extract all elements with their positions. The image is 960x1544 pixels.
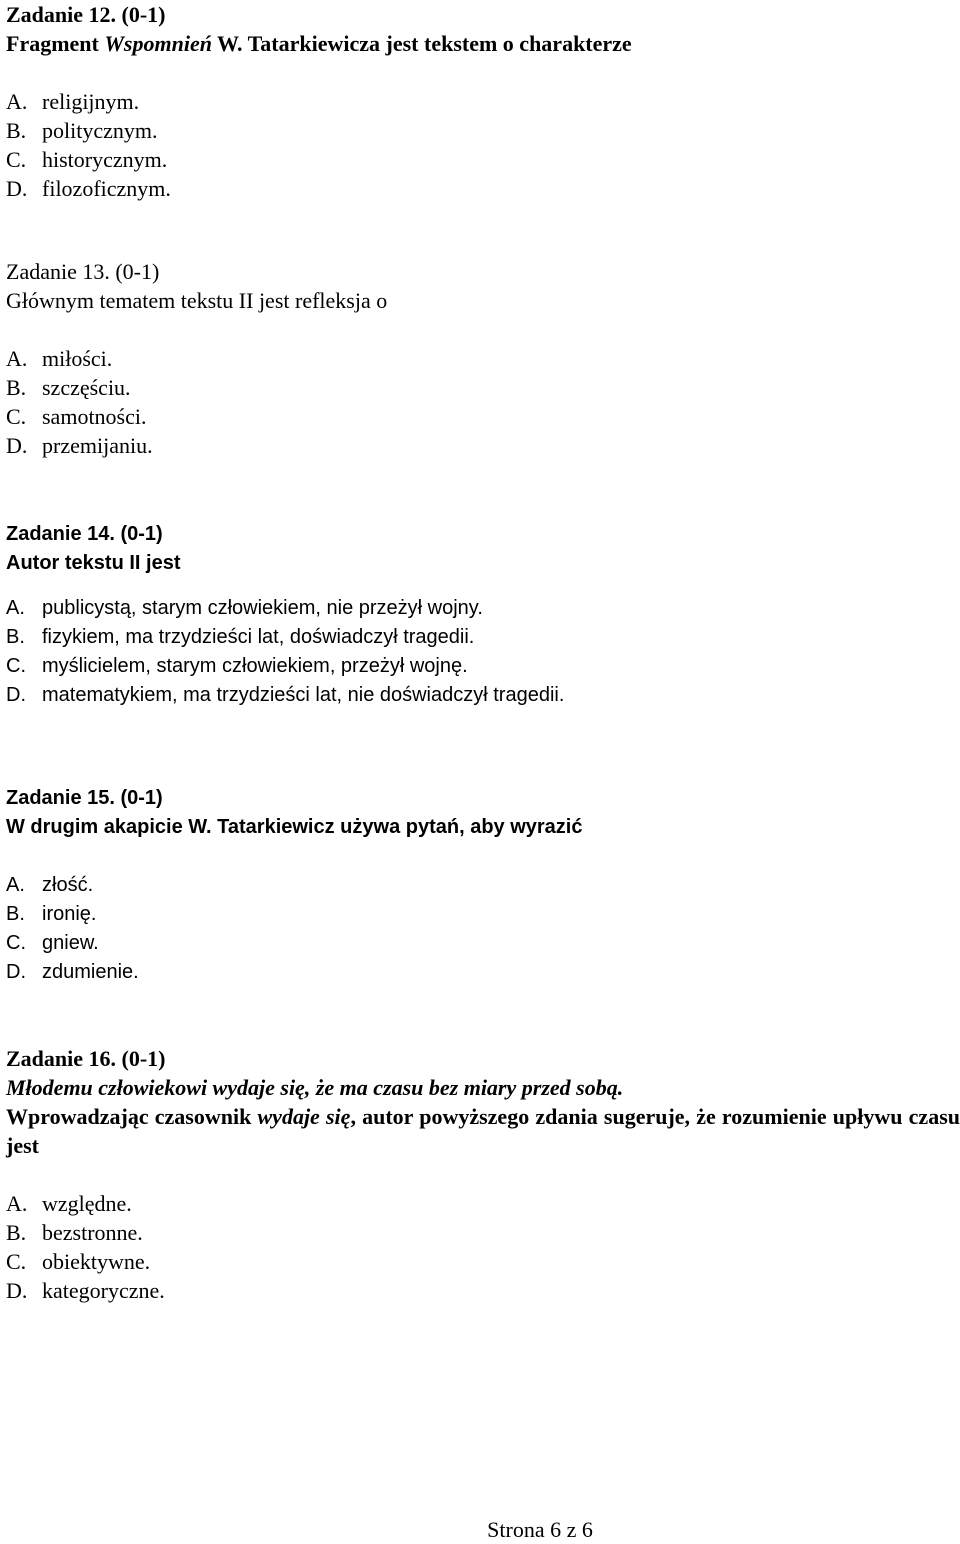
answer-text: miłości.: [42, 346, 113, 371]
answer-letter: C.: [6, 655, 26, 677]
answer-option: [6, 900, 960, 929]
answer-letter: C.: [6, 1249, 27, 1274]
task-12: [6, 0, 960, 203]
task-12-question: [6, 29, 960, 58]
answer-option: [6, 116, 960, 145]
task-16-title: Zadanie 16. (0-1): [6, 1046, 166, 1071]
answer-text: publicystą, starym człowiekiem, nie przeżył wojny.: [42, 597, 483, 619]
answer-letter: A.: [6, 346, 28, 371]
answer-option: [6, 594, 960, 623]
answer-text: samotności.: [42, 404, 147, 429]
answer-option: [6, 87, 960, 116]
answer-letter: C.: [6, 147, 27, 172]
page-number: Strona 6 z 6: [487, 1517, 593, 1542]
answer-option: [6, 1218, 960, 1247]
task-16-question-post: , autor powyższego zdania sugeruje, że rozumienie upływu czasu jest: [6, 1104, 960, 1158]
answer-text: filozoficznym.: [42, 176, 171, 201]
task-13-title: Zadanie 13. (0-1): [6, 259, 160, 284]
answer-letter: D.: [6, 961, 26, 983]
answer-option: [6, 431, 960, 460]
answer-letter: A.: [6, 597, 25, 619]
answer-letter: B.: [6, 903, 25, 925]
task-15: [6, 784, 960, 987]
answer-text: złość.: [42, 874, 94, 896]
answer-text: przemijaniu.: [42, 433, 153, 458]
answer-option: [6, 174, 960, 203]
answer-text: kategoryczne.: [42, 1278, 165, 1303]
answer-option: [6, 373, 960, 402]
answer-text: ironię.: [42, 903, 97, 925]
task-12-answers: [6, 87, 960, 203]
task-16: [6, 1044, 960, 1305]
task-16-question-italic: wydaje się: [257, 1104, 351, 1129]
answer-letter: B.: [6, 626, 25, 648]
answer-text: bezstronne.: [42, 1220, 143, 1245]
task-13-question: Głównym tematem tekstu II jest refleksja o: [6, 288, 388, 313]
answer-option: [6, 344, 960, 373]
answer-text: gniew.: [42, 932, 99, 954]
answer-text: obiektywne.: [42, 1249, 151, 1274]
answer-letter: A.: [6, 1191, 28, 1216]
task-13: [6, 257, 960, 460]
answer-option: [6, 402, 960, 431]
answer-letter: C.: [6, 404, 27, 429]
answer-letter: D.: [6, 176, 28, 201]
task-16-quote: Młodemu człowiekowi wydaje się, że ma czasu bez miary przed sobą.: [6, 1075, 624, 1100]
answer-text: myślicielem, starym człowiekiem, przeżył wojnę.: [42, 655, 468, 677]
task-12-title: Zadanie 12. (0-1): [6, 2, 166, 27]
task-12-question-post: W. Tatarkiewicza jest tekstem o charakterze: [211, 31, 632, 56]
answer-option: [6, 1189, 960, 1218]
task-14-title: Zadanie 14. (0-1): [6, 523, 163, 545]
task-13-answers: [6, 344, 960, 460]
answer-letter: C.: [6, 932, 26, 954]
answer-option: [6, 929, 960, 958]
answer-letter: A.: [6, 89, 28, 114]
task-16-question: [6, 1102, 960, 1160]
answer-option: [6, 652, 960, 681]
answer-text: zdumienie.: [42, 961, 139, 983]
answer-text: szczęściu.: [42, 375, 131, 400]
task-16-question-pre: Wprowadzając czasownik: [6, 1104, 258, 1129]
task-16-answers: [6, 1189, 960, 1305]
answer-option: [6, 1247, 960, 1276]
answer-option: [6, 958, 960, 987]
answer-text: politycznym.: [42, 118, 158, 143]
answer-text: matematykiem, ma trzydzieści lat, nie doświadczył tragedii.: [42, 684, 565, 706]
task-12-question-pre: Fragment: [6, 31, 105, 56]
answer-letter: D.: [6, 684, 26, 706]
answer-text: względne.: [42, 1191, 132, 1216]
answer-text: religijnym.: [42, 89, 140, 114]
page-footer: [0, 1515, 960, 1544]
answer-option: [6, 681, 960, 710]
task-15-question: W drugim akapicie W. Tatarkiewicz używa pytań, aby wyrazić: [6, 816, 583, 838]
answer-letter: D.: [6, 433, 28, 458]
answer-option: [6, 623, 960, 652]
task-12-question-italic: Wspomnień: [104, 31, 212, 56]
answer-option: [6, 1276, 960, 1305]
answer-text: historycznym.: [42, 147, 168, 172]
answer-option: [6, 145, 960, 174]
task-14-question: Autor tekstu II jest: [6, 552, 181, 574]
answer-letter: A.: [6, 874, 25, 896]
answer-text: fizykiem, ma trzydzieści lat, doświadczył tragedii.: [42, 626, 475, 648]
answer-letter: B.: [6, 375, 27, 400]
answer-option: [6, 871, 960, 900]
task-14: [6, 520, 960, 710]
answer-letter: B.: [6, 1220, 27, 1245]
task-15-answers: [6, 871, 960, 987]
task-14-answers: [6, 594, 960, 710]
answer-letter: B.: [6, 118, 27, 143]
answer-letter: D.: [6, 1278, 28, 1303]
task-15-title: Zadanie 15. (0-1): [6, 787, 163, 809]
